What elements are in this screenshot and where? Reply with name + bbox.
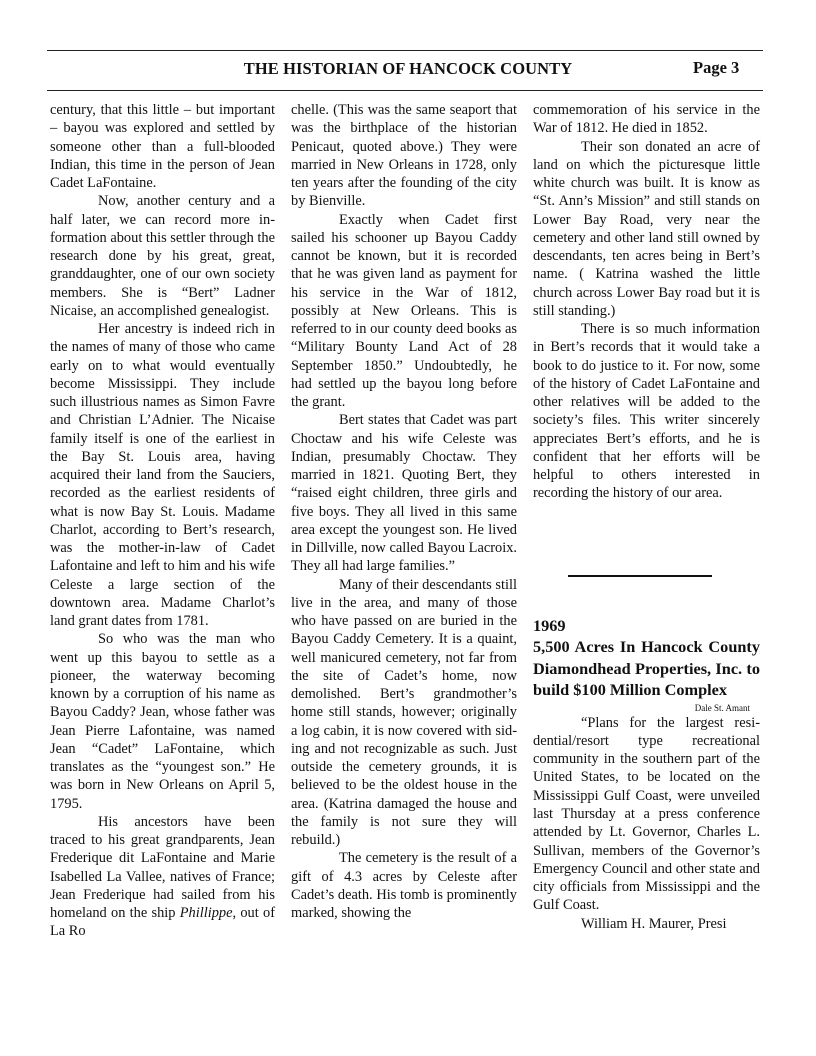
- paragraph: Exactly when Cadet first sailed his schooner up Bayou Caddy cannot be known, but it is recorded that he was given land as payment for his service in the War of 1812, possibly at New Orleans. This is referred to in our county deed books as “Military Bounty Land Act of 28 September 1850.” Undoubtedly, he had settled up the bayou long before the grant.: [291, 211, 517, 410]
- paragraph: “Plans for the largest residential/resort type recreational community in the southern part of the United States, to be located on the Mississippi Gulf Coast, were unveiled last Thursday at a press conference attended by Lt. Governor, Charles L. Sullivan, members of the Governor’s Emergency Council and other state and city officials from Mississippi and the Gulf Coast.: [533, 714, 760, 914]
- page-number: Page 3: [693, 58, 740, 77]
- paragraph: chelle. (This was the same seaport that was the birthplace of the historian Penicaut, quoted above.) They were married in New Orleans in 1728, only ten years after the founding of the city by Bienville.: [291, 102, 517, 210]
- header-rule: [47, 90, 763, 91]
- section-divider: [568, 575, 712, 577]
- top-rule: [47, 50, 763, 51]
- paragraph: So who was the man who went up this bayou to settle as a pioneer, the waterway becoming known by a corruption of his name as Bayou Caddy? Jean, whose father was Jean Pierre Lafontaine, was named Jean “Cadet” LaFontaine, which translates as the “youngest son.” He was born in New Orleans on April 5, 1795.: [50, 631, 275, 812]
- newsletter-title: THE HISTORIAN OF HANCOCK COUNTY: [243, 59, 573, 78]
- paragraph: William H. Maurer, Presi: [581, 915, 727, 932]
- paragraph-text: , out of La Ro: [50, 905, 275, 940]
- column-3: [533, 101, 760, 503]
- paragraph: century, that this little – but important – bayou was explored and settled by someone other than a full-blooded Indian, this time in the person of Jean Cadet LaFontaine.: [50, 102, 275, 191]
- paragraph: The cemetery is the result of a gift of 4.3 acres by Celeste after Cadet’s death. His tomb is prominently marked, showing the: [291, 850, 517, 921]
- paragraph: commemoration of his service in the War of 1812. He died in 1852.: [533, 102, 760, 137]
- paragraph-text: His ancestors have been traced to his great grandparents, Jean Frederique dit LaFontaine and Marie Isabelled La Vallee, natives of France; Jean Frederique had sailed from his homeland on the ship: [50, 813, 275, 921]
- ship-name: Phillippe: [179, 905, 233, 921]
- article-byline: Dale St. Amant: [694, 702, 750, 713]
- paragraph: Their son donated an acre of land on which the picturesque little white church was built. It is know as “St. Ann’s Mission” and still stands on Lower Bay Road, very near the cemetery and other land still owned by descendants, ten acres being in Bert’s name. ( Katrina washed the little church across Lower Bay road but it is still standing.): [533, 138, 760, 319]
- article-1969: [533, 616, 760, 933]
- paragraph: Her ancestry is indeed rich in the names of many of those who came early on to what would eventually become Mississippi. They include such illustrious names as Simon Favre and Christian L’Adnier. The Nicaise family itself is one of the earliest in the Bay St. Louis area, having acquired their land from the Sauciers, recorded as the earliest residents of what is now Bay St. Louis. Madame Charlot, according to Bert’s research, was the mother-in-law of Cadet Lafontaine and left to him and his wife Celeste a large section of the downtown area. Madame Charlot’s land grant dates from 1781.: [50, 321, 275, 629]
- paragraph: Bert states that Cadet was part Choctaw and his wife Celeste was Indian, presumably Choctaw. They married in 1821. Quoting Bert, they “raised eight children, three girls and five boys. They all lived in this same area except the youngest son. He lived in Dillville, now called Bayou Lacroix. They all had large families.”: [291, 412, 517, 575]
- paragraph: [50, 813, 275, 941]
- article-headline: 5,500 Acres In Hancock County Diamondhead Properties, Inc. to build $100 Million Complex: [533, 637, 760, 699]
- article-body: [533, 714, 760, 934]
- paragraph: There is so much information in Bert’s records that it would take a book to do justice to it. For now, some of the history of Cadet LaFontaine and other relatives will be added to the society’s files. This writer sincerely appreciates Bert’s efforts, and he is confident that her efforts will be helpful to others interested in recording the history of our area.: [533, 321, 760, 502]
- article-year: 1969: [533, 616, 566, 635]
- column-1: [50, 101, 275, 941]
- column-2: [291, 101, 517, 922]
- paragraph: Now, another century and a half later, we can record more information about this settler through the research done by his great, great, granddaughter, one of our own society members. She is “Bert” Ladner Nicaise, an accomplished genealogist.: [50, 193, 276, 319]
- paragraph: Many of their descendants still live in the area, and many of those who have passed on are buried in the Bayou Caddy Cemetery. It is a quaint, well manicured cemetery, not far from the site of Cadet’s home, now demolished. Bert’s grandmother’s home still stands, however; originally a log cabin, it is now covered with siding and not recognizable as such. Just outside the cemetery grounds, it is believed to be the oldest house in the area. (Katrina damaged the house and the family is not sure they will rebuild.): [291, 576, 517, 848]
